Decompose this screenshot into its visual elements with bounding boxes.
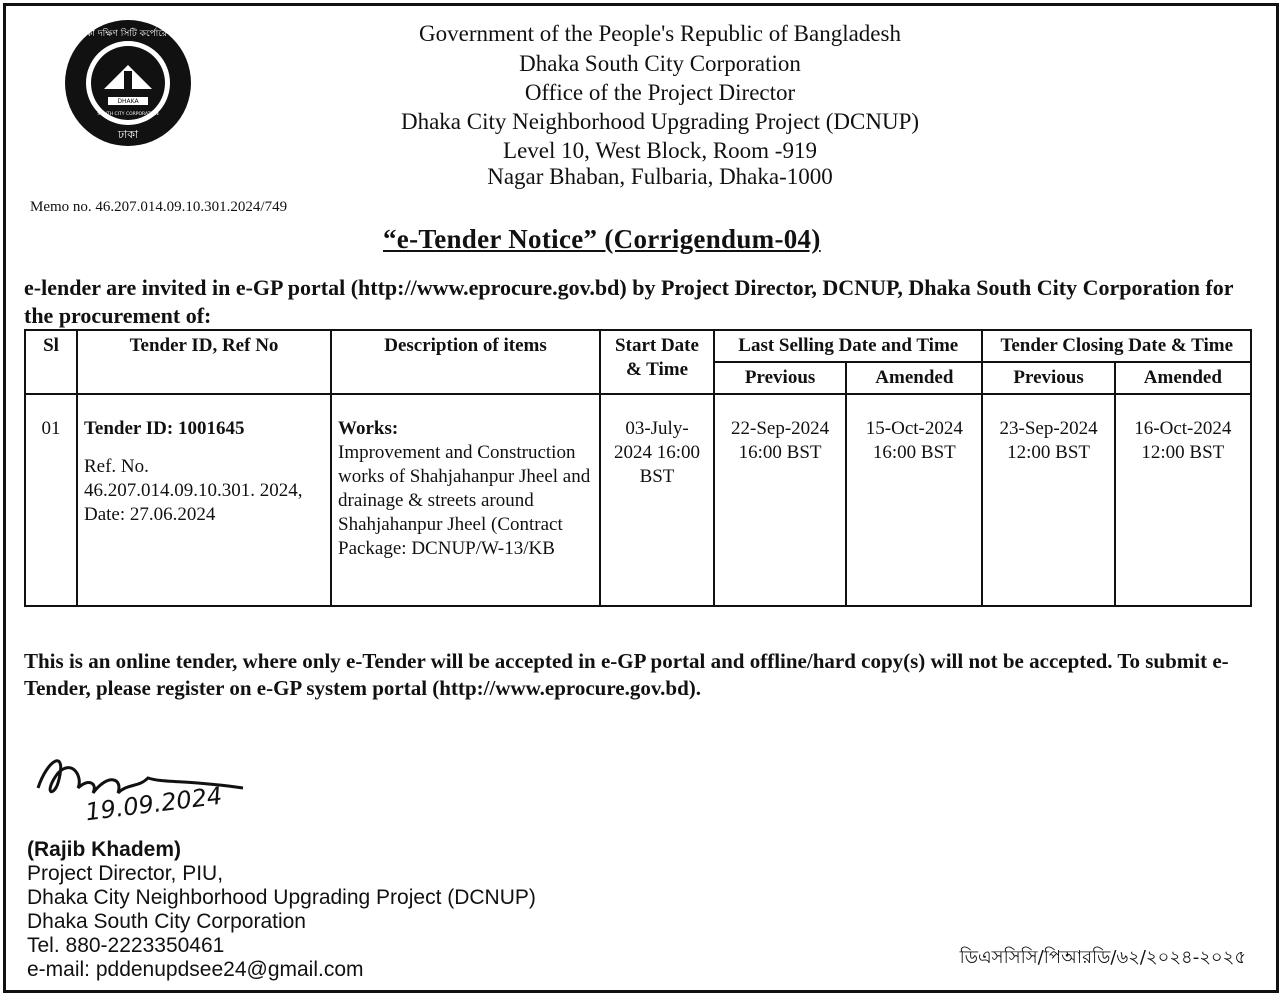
th-tender-id: Tender ID, Ref No (77, 330, 331, 394)
memo-number: Memo no. 46.207.014.09.10.301.2024/749 (30, 199, 288, 215)
header-address-1: Level 10, West Block, Room -919 (503, 138, 817, 163)
desc-body: Improvement and Construction works of Shahjahanpur Jheel and drainage & streets around Shahjahanpur Jheel (Contract Package: DCNUP/W-13/KB (338, 442, 591, 559)
table-row (25, 394, 1251, 606)
header-gov: Government of the People's Republic of Bangladesh (419, 21, 901, 46)
logo-ring-text: ঢাকা দক্ষিণ সিটি কর্পোরেশন (78, 29, 178, 39)
cell-description (331, 394, 600, 606)
header-corp: Dhaka South City Corporation (519, 51, 801, 76)
tender-table (24, 329, 1252, 607)
dscc-logo (64, 19, 192, 147)
notice-title: “e-Tender Notice” (Corrigendum-04) (383, 224, 821, 254)
logo-bottom-text: ঢাকা (117, 128, 139, 141)
tender-id-text: Tender ID: 1001645 (84, 418, 245, 439)
online-tender-note: This is an online tender, where only e-Tender will be accepted in e-GP portal and offline/hard copy(s) will not be accepted. To submit e-Tender, please register on e-GP system portal (http://www.eprocure.gov.bd). (24, 649, 1229, 700)
header-address-2: Nagar Bhaban, Fulbaria, Dhaka-1000 (487, 164, 833, 189)
cell-close-amend: 16-Oct-2024 12:00 BST (1115, 394, 1251, 606)
cell-sell-amend: 15-Oct-2024 16:00 BST (846, 394, 982, 606)
th-sell-amended: Amended (846, 362, 982, 394)
th-sell-previous: Previous (714, 362, 846, 394)
desc-title: Works: (338, 418, 399, 439)
signature (28, 738, 258, 838)
cell-sell-prev: 22-Sep-2024 16:00 BST (714, 394, 846, 606)
header-project: Dhaka City Neighborhood Upgrading Project (DCNUP) (400, 109, 920, 134)
signatory-block (27, 838, 536, 982)
cell-close-prev: 23-Sep-2024 12:00 BST (982, 394, 1114, 606)
ref-text: Ref. No. 46.207.014.09.10.301. 2024, Date: 27.06.2024 (84, 456, 303, 525)
th-close-previous: Previous (982, 362, 1114, 394)
signatory-tel: Tel. 880-2223350461 (27, 934, 225, 957)
signature-date: 19.09.2024 (83, 781, 224, 827)
cell-sl: 01 (25, 394, 77, 606)
signatory-name: (Rajib Khadem) (27, 838, 182, 861)
cell-start: 03-July-2024 16:00 BST (600, 394, 714, 606)
signatory-title: Project Director, PIU, (27, 862, 224, 885)
bangla-reference: ডিএসসিসি/পিআরডি/৬২/২০২৪-২০২৫ (959, 947, 1246, 968)
cell-tender-id (77, 394, 331, 606)
signatory-email: e-mail: pddenupdsee24@gmail.com (27, 958, 364, 981)
logo-center-text: DHAKA (117, 98, 139, 105)
th-last-selling: Last Selling Date and Time (714, 330, 982, 362)
signatory-project: Dhaka City Neighborhood Upgrading Project (DCNUP) (27, 886, 536, 909)
logo-sub-text: SOUTH CITY CORPORATION (97, 112, 159, 117)
header-office: Office of the Project Director (524, 80, 796, 105)
signatory-org: Dhaka South City Corporation (27, 910, 306, 933)
th-closing: Tender Closing Date & Time (982, 330, 1251, 362)
th-description: Description of items (331, 330, 600, 394)
th-close-amended: Amended (1115, 362, 1251, 394)
th-start: Start Date & Time (600, 330, 714, 394)
intro-text: e-lender are invited in e-GP portal (http://www.eprocure.gov.bd) by Project Director, DCNUP, Dhaka South City Corporation for the procurement of: (24, 275, 1234, 328)
th-sl: Sl (25, 330, 77, 394)
